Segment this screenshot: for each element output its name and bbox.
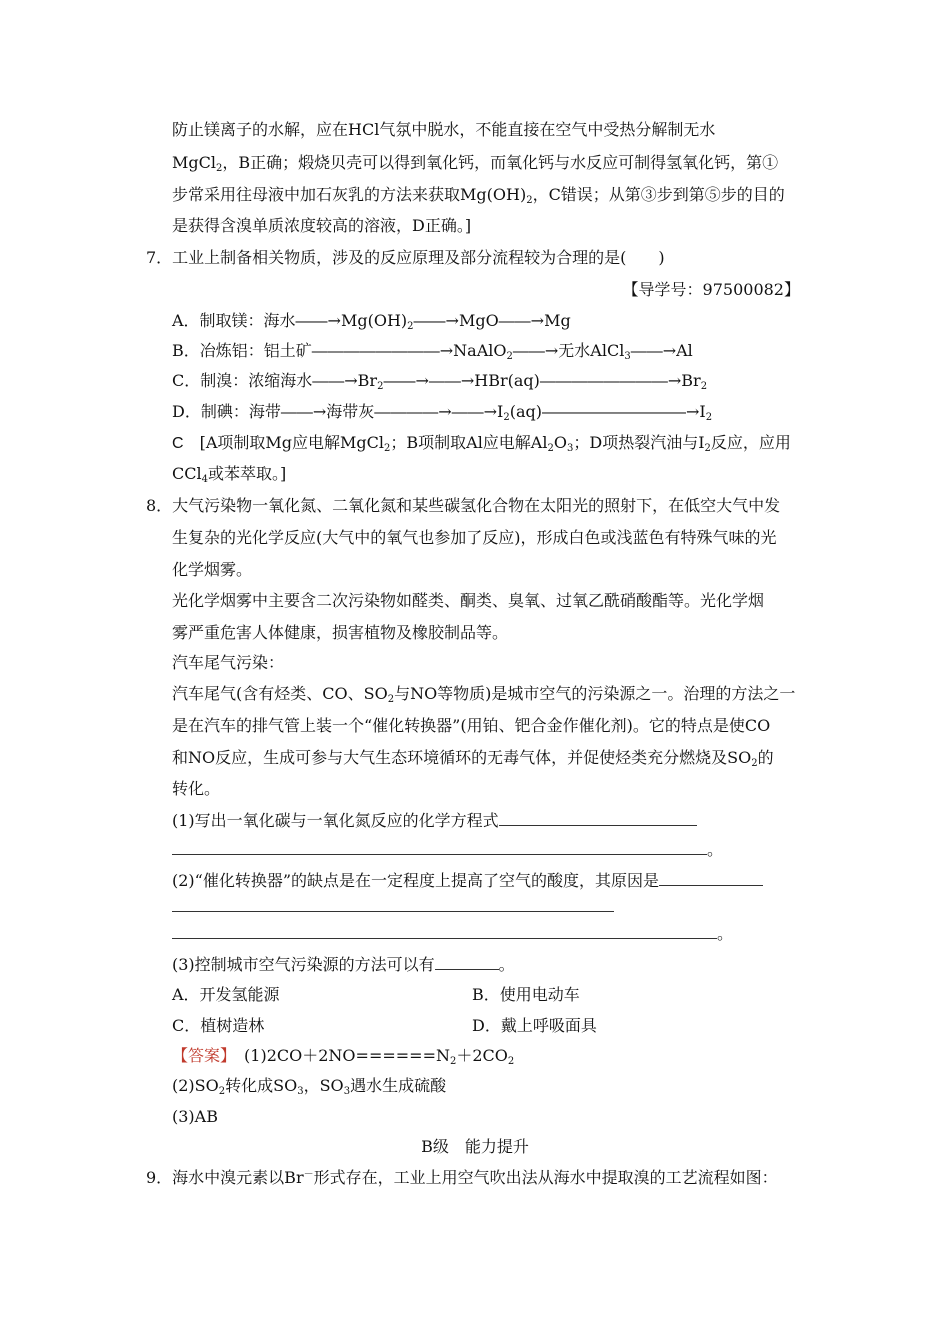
choice-a: A．开发氢能源: [172, 985, 280, 1004]
text-line: 汽车尾气污染：: [172, 653, 285, 672]
question-8-stem: 8．大气污染物一氧化氮、二氧化氮和某些碳氢化合物在太阳光的照射下，在低空大气中发: [146, 496, 781, 515]
text-line: 防止镁离子的水解，应在HCl气氛中脱水，不能直接在空气中受热分解制无水: [172, 120, 716, 139]
choice-b: B．使用电动车: [472, 985, 580, 1004]
answer-label: 【答案】: [172, 1046, 229, 1065]
option-a: A．制取镁：海水$――\to Mg(OH)_2――\to MgO――\to Mg$: [172, 311, 571, 332]
choice-c: C．植树造林: [172, 1016, 265, 1035]
answer-blank[interactable]: [499, 811, 697, 826]
sub-question-3: (3)控制城市空气污染源的方法可以有 。: [172, 955, 515, 974]
answer-blank[interactable]: [435, 955, 499, 970]
guide-number: 【导学号：97500082】: [622, 280, 800, 299]
answer-line-3: (3)AB: [172, 1107, 218, 1126]
answer-line: [172, 897, 614, 917]
question-7-stem: 7．工业上制备相关物质，涉及的反应原理及部分流程较为合理的是( ): [146, 248, 665, 267]
text-line: MgCl$_2$，B正确；煅烧贝壳可以得到氧化钙，而氧化钙与水反应可制得氢氧化钙，第①: [172, 153, 779, 174]
answer-blank[interactable]: [172, 897, 614, 912]
text-line: 生复杂的光化学反应(大气中的氧气也参加了反应)，形成白色或浅蓝色有特殊气味的光: [172, 528, 777, 547]
option-b: B．冶炼铝：铝土矿――――――――→NaAlO$_2$――→无水AlCl$_3$――→Al: [172, 341, 693, 362]
text-line: 转化。: [172, 779, 221, 798]
text-line: 光化学烟雾中主要含二次污染物如醛类、酮类、臭氧、过氧乙酰硝酸酯等。光化学烟: [172, 591, 765, 610]
answer-blank[interactable]: [172, 924, 717, 939]
sub-question-1: (1)写出一氧化碳与一氧化氮反应的化学方程式: [172, 811, 697, 831]
answer-explanation: CCl$_4$或苯萃取。]: [172, 464, 287, 485]
text-line: 化学烟雾。: [172, 560, 253, 579]
text-line: 和NO反应，生成可参与大气生态环境循环的无毒气体，并促使烃类充分燃烧及$SO_2$的: [172, 748, 774, 769]
answer-explanation: C [A项制取Mg应电解MgCl$_2$；B项制取Al应电解$Al_2O_3$；D项热裂汽油与$I_2$反应，应用: [172, 433, 791, 454]
answer-blank[interactable]: [659, 871, 763, 886]
answer-line-1: 【答案】 $(1)2CO+2NO======N_2+2CO_2$: [172, 1046, 515, 1067]
question-9-stem: 9．海水中溴元素以Br－形式存在，工业上用空气吹出法从海水中提取溴的工艺流程如图：: [146, 1168, 778, 1187]
answer-line: 。: [172, 840, 723, 860]
answer-blank[interactable]: [172, 840, 707, 855]
answer-line: 。: [172, 924, 733, 944]
option-d: D．制碘：海带――→海带灰$――――\to――\to I_2(aq)―――――――――\to I_2$: [172, 402, 713, 423]
choice-d: D．戴上呼吸面具: [472, 1016, 597, 1035]
text-line: 是在汽车的排气管上装一个“催化转换器”(用铂、钯合金作催化剂)。它的特点是使CO: [172, 716, 771, 735]
text-line: 雾严重危害人体健康，损害植物及橡胶制品等。: [172, 623, 509, 642]
option-c: C．制溴：浓缩海水$――\to Br_2――\to――\to HBr(aq)――――――――\to Br_2$: [172, 371, 708, 392]
sub-question-2: (2)“催化转换器”的缺点是在一定程度上提高了空气的酸度，其原因是: [172, 871, 763, 891]
section-heading: B级 能力提升: [421, 1137, 529, 1156]
text-line: 汽车尾气(含有烃类、CO、$SO_2$与NO等物质)是城市空气的污染源之一。治理的方法之一: [172, 684, 796, 705]
answer-line-2: $(2)SO_2$转化成$SO_3$，$SO_3$遇水生成硫酸: [172, 1076, 447, 1097]
text-line: 步常采用往母液中加石灰乳的方法来获取$Mg(OH)_2$，C错误；从第③步到第⑤步的目的: [172, 185, 785, 206]
text-line: 是获得含溴单质浓度较高的溶液，D正确。]: [172, 216, 472, 235]
